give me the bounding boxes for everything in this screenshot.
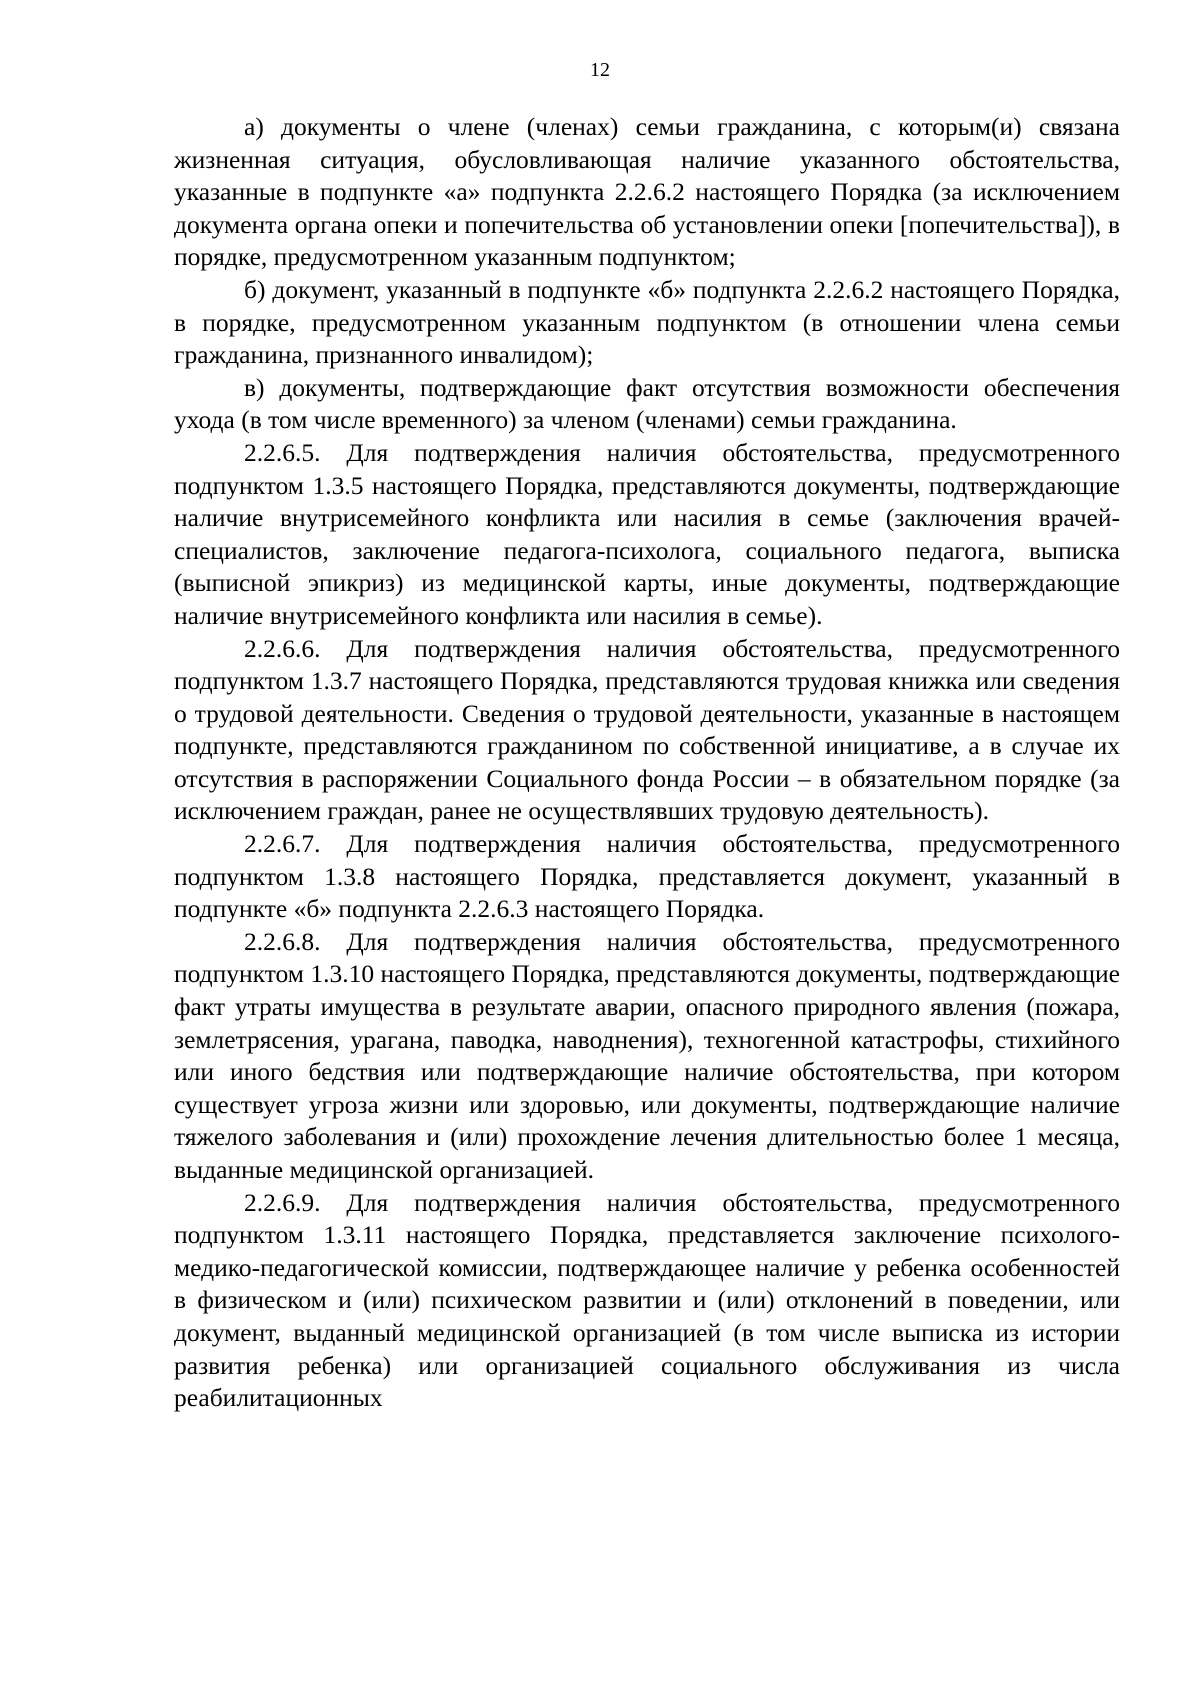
paragraph-2-2-6-9: 2.2.6.9. Для подтверждения наличия обстоятельства, предусмотренного подпунктом 1.3.11 настоящего Порядка, представляется заключение психолого-медико-педагогической комиссии, подтверждающее наличие у ребенка особенностей в физическом и (или) психическом развитии и (или) отклонений в поведении, или документ, выданный медицинской организацией (в том числе выписка из истории развития ребенка) или организацией социального обслуживания из числа реабилитационных [174, 1187, 1120, 1413]
page-number: 12 [590, 59, 610, 81]
paragraph-2-2-6-5: 2.2.6.5. Для подтверждения наличия обстоятельства, предусмотренного подпунктом 1.3.5 настоящего Порядка, представляются документы, подтверждающие наличие внутрисемейного конфликта или насилия в семье (заключения врачей-специалистов, заключение педагога-психолога, социального педагога, выписка (выписной эпикриз) из медицинской карты, иные документы, подтверждающие наличие внутрисемейного конфликта или насилия в семье). [174, 437, 1120, 630]
paragraph-2-2-6-6: 2.2.6.6. Для подтверждения наличия обстоятельства, предусмотренного подпунктом 1.3.7 настоящего Порядка, представляются трудовая книжка или сведения о трудовой деятельности. Сведения о трудовой деятельности, указанные в настоящем подпункте, представляются гражданином по собственной инициативе, а в случае их отсутствия в распоряжении Социального фонда России – в обязательном порядке (за исключением граждан, ранее не осуществлявших трудовую деятельность). [174, 633, 1120, 826]
paragraph-2-2-6-8: 2.2.6.8. Для подтверждения наличия обстоятельства, предусмотренного подпунктом 1.3.10 настоящего Порядка, представляются документы, подтверждающие факт утраты имущества в результате аварии, опасного природного явления (пожара, землетрясения, урагана, паводка, наводнения), техногенной катастрофы, стихийного или иного бедствия или подтверждающие наличие обстоятельства, при котором существует угроза жизни или здоровью, или документы, подтверждающие наличие тяжелого заболевания и (или) прохождение лечения длительностью более 1 месяца, выданные медицинской организацией. [174, 926, 1120, 1184]
paragraph-2-2-6-7: 2.2.6.7. Для подтверждения наличия обстоятельства, предусмотренного подпунктом 1.3.8 настоящего Порядка, представляется документ, указанный в подпункте «б» подпункта 2.2.6.3 настоящего Порядка. [174, 829, 1120, 924]
paragraph-item-a: а) документы о члене (членах) семьи гражданина, с которым(и) связана жизненная ситуация, обусловливающая наличие указанного обстоятельства, указанные в подпункте «а» подпункта 2.2.6.2 настоящего Порядка (за исключением документа органа опеки и попечительства об установлении опеки [попечительства]), в порядке, предусмотренном указанным подпунктом; [174, 112, 1120, 272]
document-body [174, 111, 1120, 1415]
paragraph-item-b: б) документ, указанный в подпункте «б» подпункта 2.2.6.2 настоящего Порядка, в порядке, предусмотренном указанным подпунктом (в отношении члена семьи гражданина, признанного инвалидом); [174, 274, 1120, 370]
paragraph-item-v: в) документы, подтверждающие факт отсутствия возможности обеспечения ухода (в том числе временного) за членом (членами) семьи гражданина. [174, 372, 1120, 435]
